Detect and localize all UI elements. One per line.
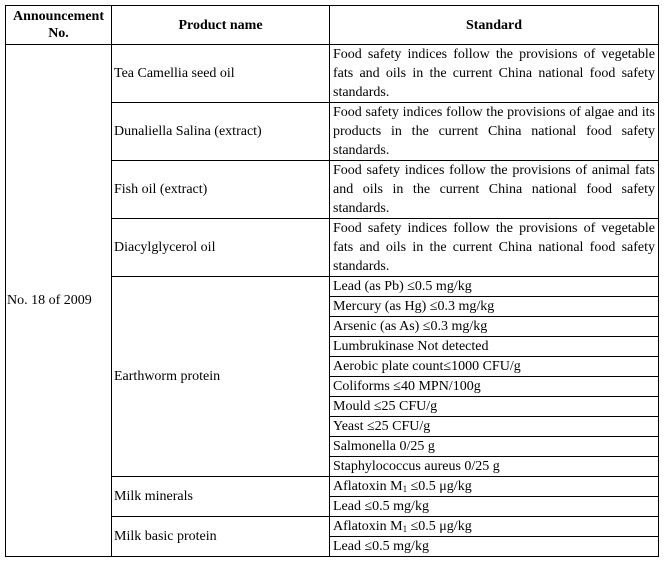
standard-cell: Arsenic (as As) ≤0.3 mg/kg	[330, 317, 659, 337]
standard-cell: Food safety indices follow the provisions of algae and its products in the current China national food safety standards.	[330, 103, 659, 161]
product-name: Dunaliella Salina (extract)	[112, 103, 330, 161]
header-standard: Standard	[330, 6, 659, 45]
standard-cell: Staphylococcus aureus 0/25 g	[330, 457, 659, 477]
standard-cell: Lead (as Pb) ≤0.5 mg/kg	[330, 277, 659, 297]
product-name: Tea Camellia seed oil	[112, 45, 330, 103]
announcement-number: No. 18 of 2009	[6, 45, 112, 557]
standard-cell: Lead ≤0.5 mg/kg	[330, 537, 659, 557]
product-name: Milk basic protein	[112, 517, 330, 557]
standard-cell: Aflatoxin $M_1 \le 0.5$ μg/kg	[330, 477, 659, 497]
standard-cell: Yeast ≤25 CFU/g	[330, 417, 659, 437]
standard-cell: Food safety indices follow the provisions of animal fats and oils in the current China national food safety standards.	[330, 161, 659, 219]
standard-cell: Mould ≤25 CFU/g	[330, 397, 659, 417]
table-body	[6, 45, 659, 557]
standard-cell: Aflatoxin $M_1 \le 0.5$ μg/kg	[330, 517, 659, 537]
standard-cell: Food safety indices follow the provisions of vegetable fats and oils in the current China national food safety standards.	[330, 45, 659, 103]
standard-cell: Coliforms ≤40 MPN/100g	[330, 377, 659, 397]
product-name: Milk minerals	[112, 477, 330, 517]
header-row	[6, 6, 659, 45]
standards-table	[5, 5, 659, 557]
header-product-name: Product name	[112, 6, 330, 45]
table-row	[6, 45, 659, 103]
standard-cell: Lumbrukinase Not detected	[330, 337, 659, 357]
standard-cell: Mercury (as Hg) ≤0.3 mg/kg	[330, 297, 659, 317]
standard-cell: Salmonella 0/25 g	[330, 437, 659, 457]
standard-cell: Lead ≤0.5 mg/kg	[330, 497, 659, 517]
header-announcement: Announcement No.	[6, 6, 112, 45]
product-name: Fish oil (extract)	[112, 161, 330, 219]
product-name: Diacylglycerol oil	[112, 219, 330, 277]
standard-cell: Food safety indices follow the provisions of vegetable fats and oils in the current China national food safety standards.	[330, 219, 659, 277]
standard-cell: Aerobic plate count≤1000 CFU/g	[330, 357, 659, 377]
product-name: Earthworm protein	[112, 277, 330, 477]
